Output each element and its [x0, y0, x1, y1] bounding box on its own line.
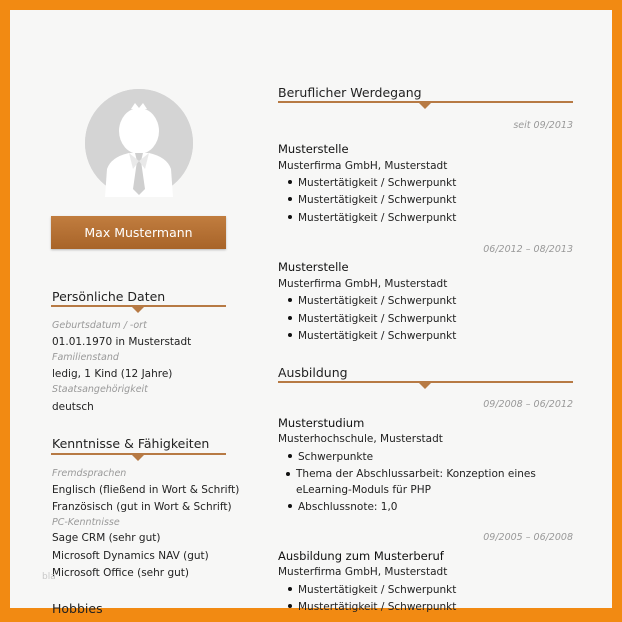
- birth-label: Geburtsdatum / -ort: [52, 320, 147, 331]
- entry-date: 09/2005 – 06/2008: [483, 532, 573, 543]
- list-item: Thema der Abschlussarbeit: Konzeption eines eLearning-Moduls für PHP: [296, 466, 581, 498]
- list-item: Mustertätigkeit / Schwerpunkt: [288, 194, 456, 206]
- entry-date: 06/2012 – 08/2013: [483, 244, 573, 255]
- list-item: Abschlussnote: 1,0: [288, 501, 398, 513]
- entry-position: Musterstudium: [278, 416, 365, 430]
- entry-position: Musterstelle: [278, 260, 349, 274]
- family-label: Familienstand: [52, 352, 119, 363]
- list-item: Mustertätigkeit / Schwerpunkt: [288, 601, 456, 613]
- nationality-label: Staatsangehörigkeit: [52, 384, 148, 395]
- heading-notch: [132, 455, 144, 461]
- list-item: Mustertätigkeit / Schwerpunkt: [288, 295, 456, 307]
- family-value: ledig, 1 Kind (12 Jahre): [52, 368, 173, 380]
- personal-data-heading: Persönliche Daten: [52, 289, 166, 304]
- entry-company: Musterfirma GmbH, Musterstadt: [278, 160, 448, 172]
- pc-item: Microsoft Office (sehr gut): [52, 567, 189, 579]
- pc-label: PC-Kenntnisse: [52, 517, 120, 528]
- skills-heading: Kenntnisse & Fähigkeiten: [52, 436, 210, 451]
- entry-position: Ausbildung zum Musterberuf: [278, 549, 444, 563]
- list-item: Mustertätigkeit / Schwerpunkt: [288, 212, 456, 224]
- cv-page: [10, 10, 612, 616]
- entry-date: seit 09/2013: [513, 120, 573, 131]
- list-item: Schwerpunkte: [288, 451, 373, 463]
- entry-company: Musterfirma GmbH, Musterstadt: [278, 278, 448, 290]
- career-heading: Beruflicher Werdegang: [278, 85, 422, 100]
- list-item: Mustertätigkeit / Schwerpunkt: [288, 584, 456, 596]
- heading-notch: [419, 103, 431, 109]
- entry-company: Musterhochschule, Musterstadt: [278, 433, 443, 445]
- language-item: Englisch (fließend in Wort & Schrift): [52, 484, 240, 496]
- language-item: Französisch (gut in Wort & Schrift): [52, 501, 232, 513]
- watermark: bla: [42, 572, 56, 582]
- education-heading: Ausbildung: [278, 365, 348, 380]
- person-placeholder-icon: [85, 89, 193, 197]
- list-item: Mustertätigkeit / Schwerpunkt: [288, 313, 456, 325]
- languages-label: Fremdsprachen: [52, 468, 127, 479]
- list-item: Mustertätigkeit / Schwerpunkt: [288, 177, 456, 189]
- list-item: Mustertätigkeit / Schwerpunkt: [288, 330, 456, 342]
- pc-item: Sage CRM (sehr gut): [52, 532, 161, 544]
- entry-position: Musterstelle: [278, 142, 349, 156]
- heading-notch: [132, 307, 144, 313]
- hobbies-heading: Hobbies: [52, 601, 103, 616]
- entry-company: Musterfirma GmbH, Musterstadt: [278, 566, 448, 578]
- entry-date: 09/2008 – 06/2012: [483, 399, 573, 410]
- birth-value: 01.01.1970 in Musterstadt: [52, 336, 192, 348]
- name-banner: Max Mustermann: [51, 216, 226, 249]
- nationality-value: deutsch: [52, 401, 94, 413]
- pc-item: Microsoft Dynamics NAV (gut): [52, 550, 209, 562]
- heading-notch: [419, 383, 431, 389]
